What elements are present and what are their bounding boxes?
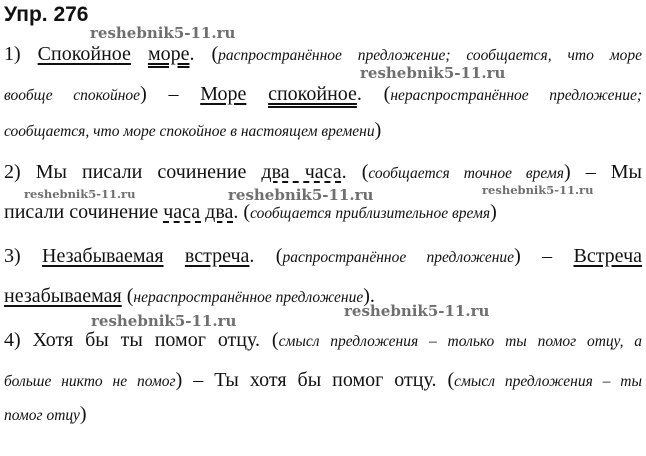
circumstance-phrase: часа два [163,201,234,223]
item1-line1: 1) Спокойное море. (распространённое предложение; сообщается, что море [4,43,642,65]
explanation-note: сообщается приблизительное время [250,205,491,222]
watermark: reshebnik5-11.ru [90,24,236,42]
watermark: reshebnik5-11.ru [360,64,506,82]
explanation-note: нераспространённое предложение; [390,87,642,104]
circumstance-phrase: два часа [261,161,342,183]
item3-line1: 3) Незабываемая встреча. (распространённое предложение) – Встреча [4,245,642,267]
subject-word: Встреча [573,245,642,267]
watermark: reshebnik5-11.ru [24,187,136,201]
exercise-title: Упр. 276 [4,3,89,26]
item4-line2: больше никто не помог) – Ты хотя бы помог отцу. (смысл предложения – ты [4,369,642,391]
watermark: reshebnik5-11.ru [228,186,374,204]
item1-line2: вообще спокойное) – Море спокойное. (нераспространённое предложение; [4,83,642,105]
explanation-note: распространённое предложение [282,249,515,266]
explanation-note: сообщается, что море спокойное в настоящем времени [4,123,375,140]
item3-line2: незабываемая (нераспространённое предложение). [4,285,375,307]
item4-line1: 4) Хотя бы ты помог отцу. (смысл предложения – только ты помог отцу, а [4,329,642,351]
item4-line3: помог отцу) [4,403,87,425]
explanation-note: сообщается точное время [368,165,564,182]
item1-line3: сообщается, что море спокойное в настоящем времени) [4,119,382,141]
explanation-note: распространённое предложение; сообщается, что море [218,47,642,64]
explanation-note: больше никто не помог [4,373,176,390]
explanation-note: нераспространённое предложение [133,289,364,306]
predicate-word: спокойное [268,83,357,105]
subject-word: встреча [184,245,250,267]
subject-word: Незабываемая [42,245,164,267]
subject-word: Море [200,83,247,105]
explanation-note: смысл предложения – ты [454,373,642,390]
explanation-note: помог отцу [4,407,80,424]
watermark: reshebnik5-11.ru [344,302,490,320]
item2-line2: писали сочинение часа два. (сообщается приблизительное время) [4,201,497,223]
subject-word: Спокойное [37,43,131,65]
explanation-note: вообще спокойное [4,87,141,104]
subject-word: незабываемая [4,285,122,307]
item2-line1: 2) Мы писали сочинение два часа. (сообщается точное время) – Мы [4,161,642,183]
explanation-note: смысл предложения – только ты помог отцу, а [278,333,642,350]
watermark: reshebnik5-11.ru [482,183,594,197]
watermark: reshebnik5-11.ru [91,312,237,330]
predicate-word: море [147,43,190,65]
